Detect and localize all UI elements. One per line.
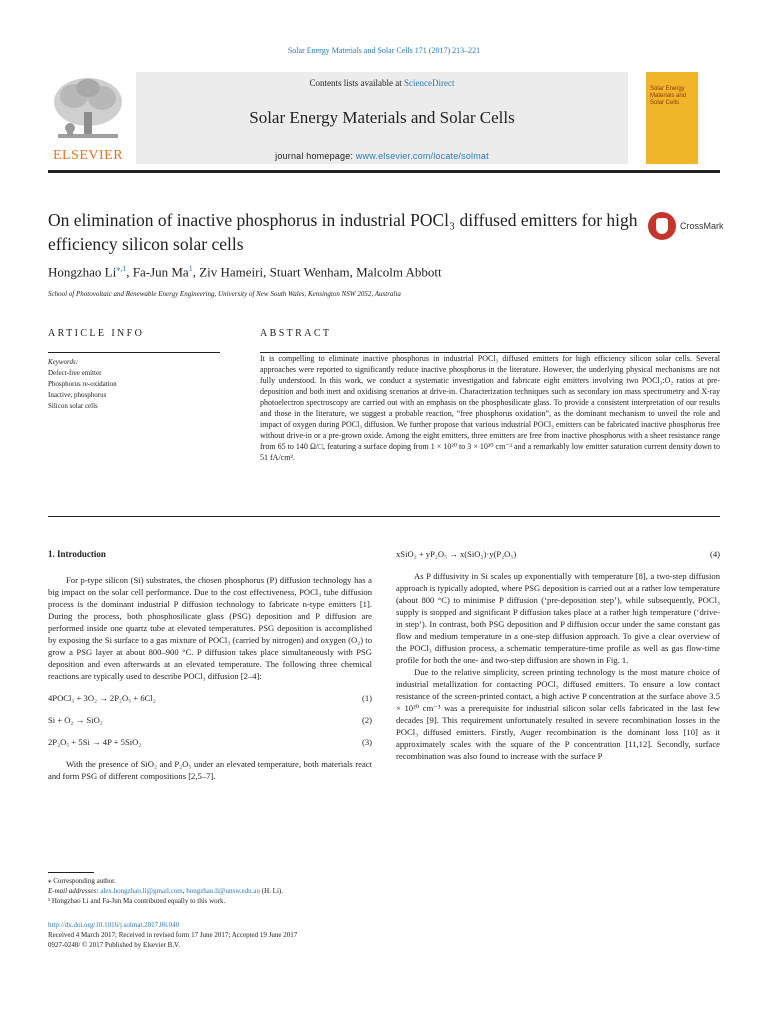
contents-prefix: Contents lists available at [309, 78, 404, 88]
header-rule [48, 170, 720, 173]
keyword-item: Inactive, phosphorus [48, 391, 107, 399]
sciencedirect-link[interactable]: ScienceDirect [404, 78, 455, 88]
journal-cover-thumbnail[interactable] [646, 72, 698, 164]
keyword-item: Phosphorus re-oxidation [48, 380, 117, 388]
elsevier-wordmark: ELSEVIER [52, 148, 124, 163]
doi-link[interactable]: http://dx.doi.org/10.1016/j.solmat.2017.06.040 [48, 921, 180, 929]
email-link[interactable]: hongzhao.li@unsw.edu.au [186, 887, 261, 895]
abstract-end-rule [48, 516, 720, 517]
author-name[interactable]: Ziv Hameiri [199, 264, 264, 280]
author-name[interactable]: Stuart Wenham [269, 264, 350, 280]
equation-number: (4) [709, 549, 720, 559]
section-heading-introduction: 1. Introduction [48, 549, 106, 559]
cover-title: Solar Energy Materials and Solar Cells [650, 86, 687, 106]
equation-4 [396, 548, 720, 560]
equation-body: xSiO₂ + yP₂O₅ → x(SiO₂)·y(P₂O₅) [396, 549, 517, 559]
elsevier-logo [48, 72, 128, 164]
equation-number: (2) [361, 715, 372, 725]
article-title: On elimination of inactive phosphorus in industrial POCl₃ diffused emitters for high efficiency silicon solar cells [48, 210, 638, 254]
email-separator: , [182, 887, 187, 895]
body-column-left [48, 548, 372, 782]
keywords-block [48, 357, 220, 412]
abstract-text: It is compelling to eliminate inactive phosphorus in industrial POCl₃ diffused emitters for high efficiency silicon solar cells. Several approaches were reported to significantly reduce inactive phosphorus in the literature. However, the underlying physical mechanisms are not fully understood. In this work, we conduct a systematic investigation and fabricate eight emitters involving two POCl₃:O₂ ratios at pre-deposition and both inert and oxidising scenarios at drive-in. Characterization techniques such as secondary ion mass spectrometry and X-ray photoelectron spectroscopy are carried out with an emphasis on the phosphosilicate glass. To provide a consistent interpretation of our results and those in the literature, we suggest a probable reaction, “free phosphorus oxidation”, as the dominant mechanism to unveil the role and impact of oxygen during POCl₃ diffusion. We further propose that various industrial POCl₃ emitters can be fabricated inactive phosphorus free without drive-in or a pre-grown oxide. Among the eight emitters, three emitters are free from inactive phosphorus with a sheet resistance range from 65 to 140 Ω/□, featuring a surface doping from 1 × 10²⁰ to 3 × 10²⁰ cm⁻³ and a remarkably low emitter saturation current density down to 51 fA/cm². [260, 354, 720, 462]
homepage-label: journal homepage: [275, 151, 356, 161]
journal-title: Solar Energy Materials and Solar Cells [249, 108, 515, 127]
email-label: E-mail addresses: [48, 887, 101, 895]
paragraph: For p-type silicon (Si) substrates, the chosen phosphorus (P) diffusion technology has a big impact on the solar cell performance. Due to the cost effectiveness, POCl₃ tube diffusion process is the dominant industrial P diffusion technology to fabricate n-type emitters [1]. During the process, both phosphosilicate glass (PSG) deposition and P diffusion are performed inside one quartz tube at elevated temperatures. PSG deposition is accomplished by exposing the Si surface to a gas mixture of POCl₃ (carried by nitrogen) and oxygen (O₂) to grow a PSG layer at about 800–900 °C. P diffusion takes place simultaneously with PSG deposition and even afterwards at an elevated temperature. The following three chemical reactions are typically used to describe POCl₃ diffusion [2–4]: [48, 575, 372, 681]
equation-body: 4POCl₃ + 3O₂ → 2P₂O₅ + 6Cl₂ [48, 693, 156, 703]
crossmark-icon [648, 212, 676, 240]
keyword-item: Defect-free emitter [48, 369, 102, 377]
email-suffix: (H. Li). [260, 887, 283, 895]
author-name[interactable]: Malcolm Abbott [356, 264, 442, 280]
equal-contribution-note: ¹ Hongzhao Li and Fa-Jun Ma contributed equally to this work. [48, 897, 226, 905]
footnotes [48, 876, 378, 906]
doi-block [48, 920, 428, 950]
corresponding-author-note: ⁎ Corresponding author. [48, 877, 116, 885]
equation-1 [48, 692, 372, 704]
article-info-rule [48, 352, 220, 353]
paragraph: As P diffusivity in Si scales up exponentially with temperature [8], a two-step diffusion approach is typically adopted, where PSG deposition is carried out at a rather low temperature (about 800 °C) to minimise P diffusion (‘pre-deposition step’), while subsequently, POCl₃ supply is stopped and significant P diffusion takes place at a rather high temperature (‘drive-in step’). In contrast, both PSG deposition and P diffusion occur under the same constant gas flow and medium temperature in a one-step diffusion approach. To give a clear overview of the POCl₃ diffusion process, a schematic temperature-time profile as well as gas flow-time profile for both the one- and two-step diffusion are shown in Fig. 1. [396, 571, 720, 665]
paragraph: With the presence of SiO₂ and P₂O₅ under an elevated temperature, both materials react and form PSG of different compositions [2,5–7]. [48, 759, 372, 781]
crossmark-label: CrossMark [680, 221, 724, 231]
keywords-label: Keywords: [48, 358, 79, 366]
author-name[interactable]: Fa-Jun Ma [132, 264, 189, 280]
equation-2 [48, 714, 372, 726]
body-column-right [396, 548, 720, 762]
equation-3 [48, 736, 372, 748]
author-superscript[interactable]: ⁎,1 [116, 264, 127, 273]
equation-number: (3) [361, 737, 372, 747]
paragraph: Due to the relative simplicity, screen printing technology is the most mature choice of industrial metallization for contacting POCl₃ diffused emitters. To ensure a low contact resistance of the screen-printed contact, a high active P concentration at the surface above 3.5 × 10²⁰ cm⁻³ was a prerequisite for industrial silicon solar cells fabricated in the last few decades [9]. This requirement unfortunately resulted in severe recombination losses in the POCl₃ diffused emitters. Firstly, Auger recombination is the dominant loss [10] as it approximately scales with the square of the P concentration [11,12]. Secondly, surface recombination was also found to increase with the surface P [396, 667, 720, 761]
journal-reference[interactable]: Solar Energy Materials and Solar Cells 171 (2017) 213–221 [287, 46, 481, 55]
article-info-heading: ARTICLE INFO [48, 328, 145, 339]
email-note [48, 886, 378, 896]
equation-number: (1) [361, 693, 372, 703]
author-list: Hongzhao $Li^{⁎,1}$, Fa-Jun Ma$^1$, Ziv Hameiri, Stuart Wenham, Malcolm Abbott [48, 264, 442, 280]
email-link[interactable]: alex.hongzhao.li@gmail.com [100, 887, 183, 895]
journal-homepage [136, 151, 628, 161]
issn-copyright: 0927-0248/ © 2017 Published by Elsevier B.V. [48, 941, 180, 949]
keyword-item: Silicon solar cells [48, 402, 98, 410]
abstract-heading: ABSTRACT [260, 328, 332, 339]
author-name[interactable]: Hongzhao Li [48, 264, 117, 280]
affiliation: School of Photovoltaic and Renewable Energy Engineering, University of New South Wales, Kensington NSW 2052, Australia [48, 290, 401, 298]
contents-line [136, 78, 628, 88]
equation-body: 2P₂O₅ + 5Si → 4P + 5SiO₂ [48, 737, 142, 747]
received-dates: Received 4 March 2017; Received in revised form 17 June 2017; Accepted 19 June 2017 [48, 931, 298, 939]
crossmark-badge[interactable] [648, 212, 726, 242]
footnote-rule [48, 872, 94, 873]
equation-body: Si + O₂ → SiO₂ [48, 715, 103, 725]
author-superscript[interactable]: 1 [188, 264, 193, 273]
homepage-link[interactable]: www.elsevier.com/locate/solmat [355, 151, 489, 161]
